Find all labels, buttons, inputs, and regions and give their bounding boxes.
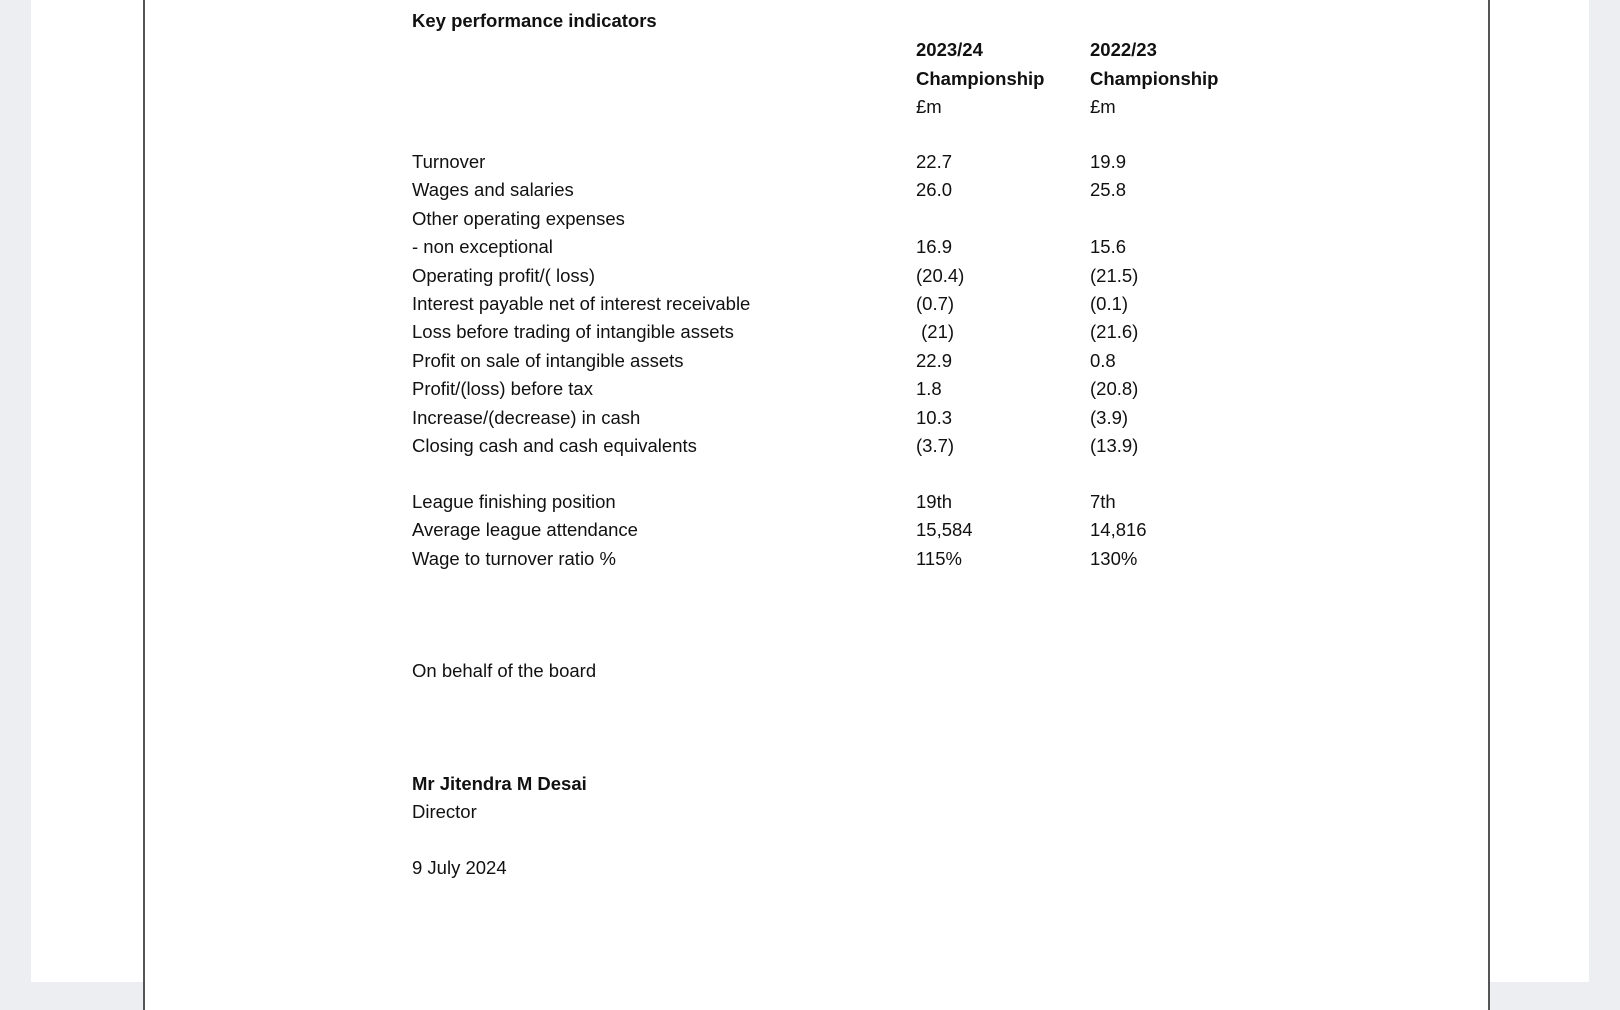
value-2022-23: 14,816 [1090, 519, 1147, 541]
column-year: 2023/24 [916, 39, 983, 60]
kpi-heading: Key performance indicators [412, 10, 657, 31]
value-2022-23: (20.8) [1090, 378, 1139, 400]
row-label: Average league attendance [412, 519, 638, 541]
value-2023-24: 16.9 [916, 236, 953, 258]
value-2023-24: 26.0 [916, 179, 953, 201]
signatory-role: Director [412, 801, 477, 822]
row-label: Interest payable net of interest receivable [412, 292, 751, 314]
row-label: Closing cash and cash equivalents [412, 434, 697, 456]
row-label: Turnover [412, 151, 486, 172]
signature-date: 9 July 2024 [412, 857, 507, 878]
value-2022-23: (0.1) [1090, 292, 1129, 314]
column-header-2023-24 [916, 36, 1044, 122]
value-2023-24: (21) [916, 321, 955, 343]
value-2023-24: 19th [916, 491, 953, 512]
value-2022-23: 25.8 [1090, 179, 1127, 201]
value-2022-23: 7th [1090, 491, 1116, 512]
value-2023-24: 10.3 [916, 406, 953, 428]
value-2023-24: (3.7) [916, 434, 955, 456]
value-2023-24: 22.9 [916, 349, 953, 371]
row-label: Profit/(loss) before tax [412, 378, 593, 400]
value-2023-24: 15,584 [916, 519, 973, 541]
row-label: Wage to turnover ratio % [412, 547, 616, 569]
row-label: League finishing position [412, 491, 616, 512]
value-2022-23: 15.6 [1090, 236, 1127, 258]
row-label: Profit on sale of intangible assets [412, 349, 684, 371]
column-header-2022-23 [1090, 36, 1218, 122]
value-2022-23: (3.9) [1090, 406, 1129, 428]
column-unit: £m [1090, 96, 1116, 117]
value-2022-23: 0.8 [1090, 349, 1116, 371]
value-2022-23: (21.5) [1090, 264, 1139, 286]
value-2023-24: (20.4) [916, 264, 965, 286]
column-unit: £m [916, 96, 942, 117]
column-division: Championship [916, 67, 1045, 89]
value-2023-24: (0.7) [916, 292, 955, 314]
row-label: Operating profit/( loss) [412, 264, 596, 286]
on-behalf-text: On behalf of the board [412, 660, 597, 681]
value-2022-23: 19.9 [1090, 151, 1127, 172]
row-label: Other operating expenses [412, 207, 625, 229]
row-label: Increase/(decrease) in cash [412, 406, 641, 428]
value-2022-23: (21.6) [1090, 321, 1139, 343]
value-2023-24: 22.7 [916, 151, 953, 172]
document-viewer[interactable] [31, 0, 1589, 982]
value-2022-23: 130% [1090, 547, 1138, 569]
value-2023-24: 1.8 [916, 378, 942, 400]
column-year: 2022/23 [1090, 39, 1157, 60]
value-2022-23: (13.9) [1090, 434, 1139, 456]
document-page [143, 0, 1490, 1010]
row-label: Wages and salaries [412, 179, 574, 201]
row-label: Loss before trading of intangible assets [412, 321, 734, 343]
row-label: - non exceptional [412, 236, 553, 258]
signatory-name: Mr Jitendra M Desai [412, 773, 587, 794]
value-2023-24: 115% [916, 547, 962, 569]
column-division: Championship [1090, 67, 1219, 89]
